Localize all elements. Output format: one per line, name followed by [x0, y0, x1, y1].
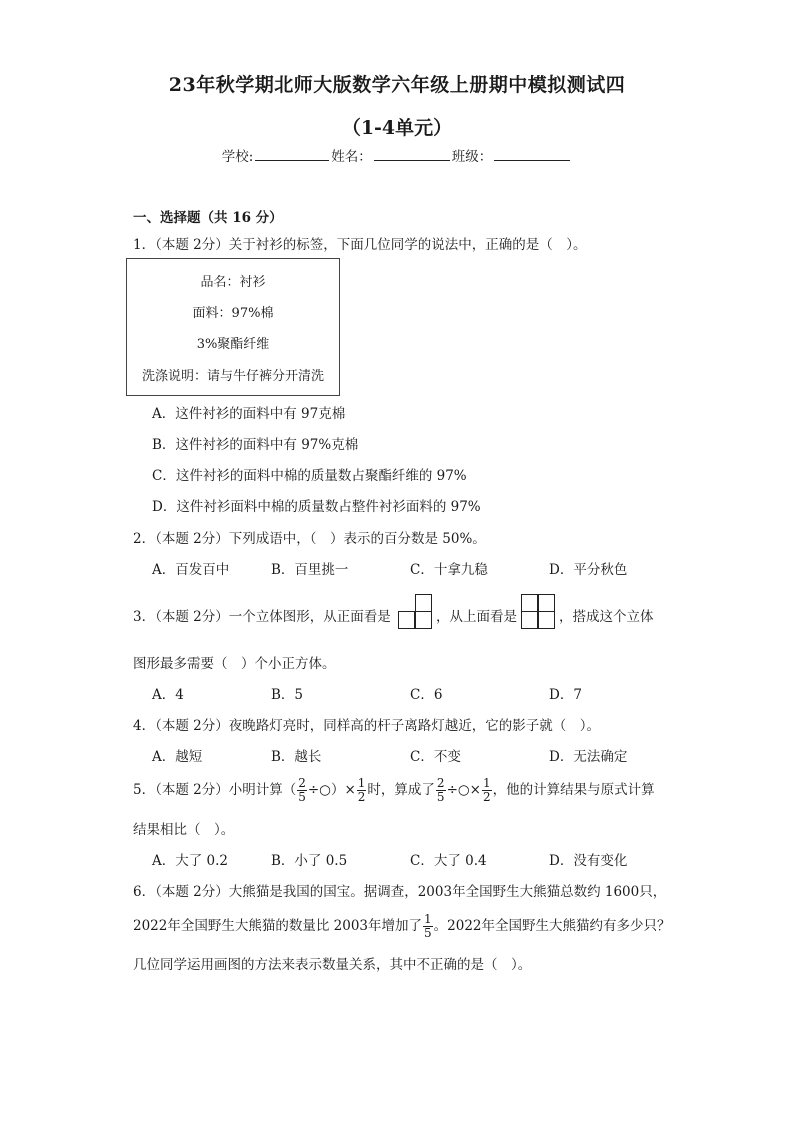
- q1-option-a[interactable]: A．这件衬衫的面料中有 97克棉: [152, 406, 346, 422]
- question-5-line-2: 结果相比（ ）。: [133, 822, 235, 838]
- question-4-text: 4．（本题 2分）夜晚路灯亮时，同样高的杆子离路灯越近，它的影子就（ ）。: [133, 718, 600, 734]
- fraction-2-5: $\frac{2}{5}$: [298, 776, 306, 804]
- q2-option-b[interactable]: B．百里挑一: [271, 562, 349, 578]
- question-6-line-3: 几位同学运用画图的方法来表示数量关系，其中不正确的是（ ）。: [133, 957, 532, 973]
- school-blank[interactable]: [255, 147, 329, 161]
- fraction-1-2-b: $\frac{1}{2}$: [482, 776, 491, 804]
- q1-option-b[interactable]: B．这件衬衫的面料中有 97%克棉: [152, 437, 359, 453]
- q5-text-c: 时，算成了: [367, 782, 435, 798]
- q3-option-a[interactable]: A．4: [152, 687, 184, 703]
- fraction-1-5: $\frac{1}{5}$: [424, 912, 432, 940]
- fraction-1-2: $\frac{1}{2}$: [357, 776, 366, 804]
- question-3-text-a: 3．（本题 2分）一个立体图形，从正面看是: [133, 609, 391, 625]
- q5-option-c[interactable]: C．大了 0.4: [410, 853, 487, 869]
- q3-option-d[interactable]: D．7: [549, 687, 582, 703]
- label-line-3: 3%聚酯纤维: [196, 337, 270, 352]
- q5-text-e: ，他的计算结果与原式计算: [492, 782, 655, 798]
- question-6-line-1: 6．（本题 2分）大熊猫是我国的国宝。据调查，2003年全国野生大熊猫总数约 1600只，: [133, 884, 667, 900]
- name-label: 姓名：: [331, 149, 372, 165]
- question-2-text: 2．（本题 2分）下列成语中，（ ）表示的百分数是 50%。: [133, 531, 486, 547]
- fraction-2-5-b: $\frac{2}{5}$: [436, 776, 445, 804]
- q4-option-c[interactable]: C．不变: [410, 749, 461, 765]
- label-line-2: 面料：97%棉: [192, 306, 274, 321]
- q2-option-a[interactable]: A．百发百中: [152, 562, 230, 578]
- label-line-4: 洗涤说明：请与牛仔裤分开清洗: [141, 369, 324, 384]
- q5-option-d[interactable]: D．没有变化: [549, 853, 628, 869]
- student-info-line: [0, 145, 794, 165]
- q5-text-d: ÷○×: [446, 782, 481, 798]
- question-6-line-2: [133, 913, 671, 940]
- q4-option-d[interactable]: D．无法确定: [549, 749, 628, 765]
- q1-option-c[interactable]: C．这件衬衫的面料中棉的质量数占聚酯纤维的 97%: [152, 468, 467, 484]
- q5-option-b[interactable]: B．小了 0.5: [271, 853, 348, 869]
- name-blank[interactable]: [374, 147, 450, 161]
- question-1-text: 1．（本题 2分）关于衬衫的标签，下面几位同学的说法中，正确的是（ ）。: [133, 237, 587, 253]
- q6-text-a: 2022年全国野生大熊猫的数量比 2003年增加了: [133, 918, 423, 934]
- school-label: 学校:: [221, 149, 254, 165]
- q6-text-b: 。2022年全国野生大熊猫约有多少只？: [433, 918, 671, 934]
- q3-option-c[interactable]: C．6: [410, 687, 443, 703]
- q1-option-d[interactable]: D．这件衬衫面料中棉的质量数占整件衬衫面料的 97%: [152, 499, 481, 515]
- q3-option-b[interactable]: B．5: [271, 687, 304, 703]
- q4-option-b[interactable]: B．越长: [271, 749, 322, 765]
- shirt-label-box: [126, 258, 340, 396]
- page-subtitle: （1-4单元）: [341, 117, 453, 139]
- q5-text-b: ÷○）×: [307, 782, 356, 798]
- label-line-1: 品名：衬衫: [200, 275, 266, 290]
- q2-option-c[interactable]: C．十拿九稳: [410, 562, 488, 578]
- page-title: 23年秋学期北师大版数学六年级上册期中模拟测试四: [168, 74, 626, 96]
- section-heading: 一、选择题（共 16 分）: [133, 210, 283, 226]
- class-blank[interactable]: [494, 147, 570, 161]
- question-3-text-d: 图形最多需要（ ）个小正方体。: [133, 656, 336, 672]
- q5-text-a: 5．（本题 2分）小明计算（: [133, 782, 297, 798]
- q5-option-a[interactable]: A．大了 0.2: [152, 853, 229, 869]
- class-label: 班级：: [451, 149, 493, 165]
- question-5-line-1: [133, 777, 655, 804]
- question-3-text-b: ，从上面看是: [436, 609, 517, 625]
- question-3-text-c: ，搭成这个立体: [559, 609, 654, 625]
- q2-option-d[interactable]: D．平分秋色: [549, 562, 628, 578]
- q4-option-a[interactable]: A．越短: [152, 749, 203, 765]
